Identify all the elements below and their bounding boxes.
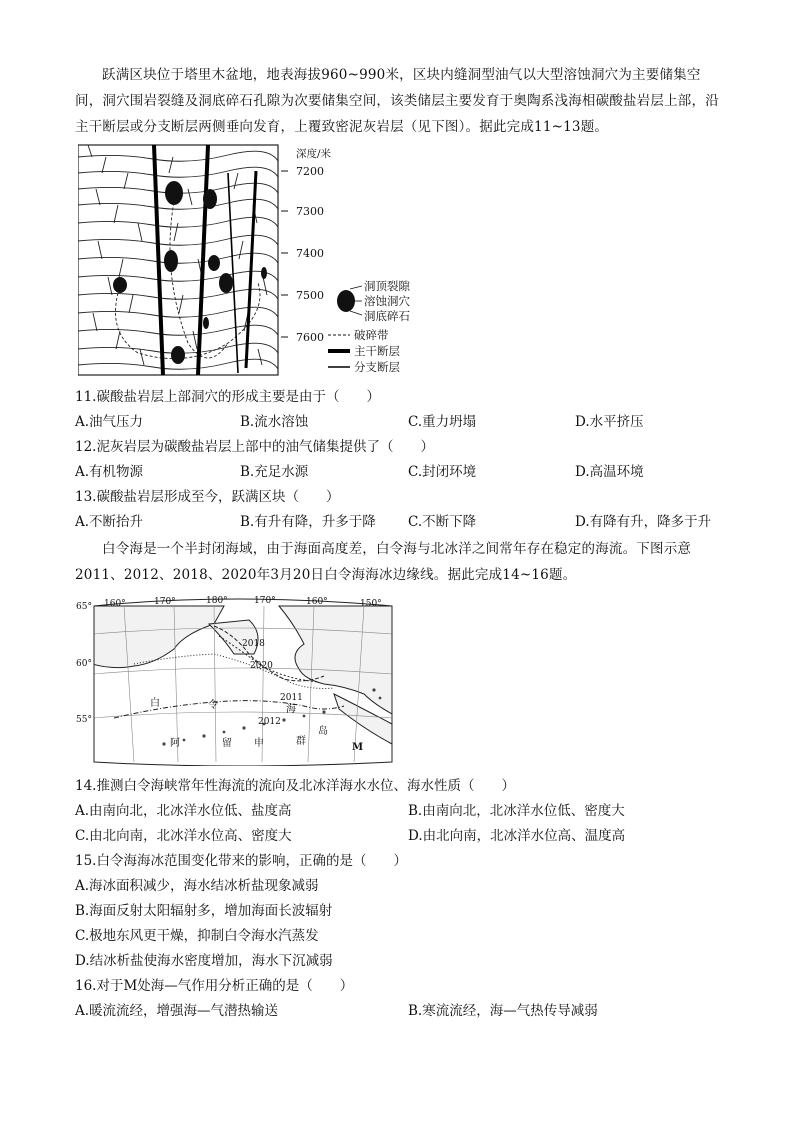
- lon-label-170w: 170°: [154, 597, 176, 607]
- map-char-hai: 海: [286, 704, 296, 715]
- q13-option-a: A.不断抬升: [75, 514, 144, 530]
- q13-option-d: D.有降有升，降多于升: [575, 514, 712, 530]
- lon-label-180: 180°: [206, 596, 228, 606]
- map-char-a: 阿: [170, 738, 180, 749]
- intro-paragraph-1: 跃满区块位于塔里木盆地，地表海拔960~990米，区块内缝洞型油气以大型溶蚀洞穴为主要储集空间，洞穴围岩裂缝及洞底碎石孔隙为次要储集空间，该类储层主要发育于奥陶系浅海相碳酸盐岩层上部，沿主干断层或分支断层两侧垂向发育，上覆致密泥灰岩层（见下图）。据此完成11~13题。: [75, 67, 719, 135]
- map-char-ling: 令: [208, 700, 218, 711]
- q12-option-d: D.高温环境: [575, 464, 644, 480]
- lon-label-160e: 160°: [306, 597, 328, 607]
- depth-tick-7400: 7400: [296, 247, 324, 260]
- ice-edge-label-2018: 2018: [242, 639, 265, 649]
- question-15-stem: 15.白令海海冰范围变化带来的影响，正确的是（ ）: [75, 853, 407, 869]
- lat-label-55: 55°: [76, 715, 92, 725]
- q14-option-c: C.由北向南，北冰洋水位高、密度大: [75, 828, 292, 844]
- q11-option-d: D.水平挤压: [575, 414, 644, 430]
- q12-option-b: B.充足水源: [240, 464, 309, 480]
- depth-tick-7300: 7300: [296, 205, 324, 218]
- depth-tick-7500: 7500: [296, 289, 324, 302]
- depth-tick-7200: 7200: [296, 165, 324, 178]
- depth-axis-label: 深度/米: [296, 148, 332, 160]
- map-char-bai: 白: [150, 698, 160, 709]
- geology-cross-section-figure: [78, 143, 418, 379]
- lon-label-150e: 150°: [360, 599, 382, 609]
- q15-option-d: D.结冰析盐使海水密度增加，海水下沉减弱: [75, 953, 333, 969]
- ice-edge-label-2012: 2012: [258, 717, 281, 727]
- lat-label-60: 60°: [76, 659, 92, 669]
- map-char-dao: 岛: [318, 726, 328, 737]
- q11-option-b: B.流水溶蚀: [240, 414, 309, 430]
- map-char-qun: 群: [296, 736, 306, 747]
- question-11-stem: 11.碳酸盐岩层上部洞穴的形成主要是由于（ ）: [75, 389, 380, 405]
- q13-option-b: B.有升有降，升多于降: [240, 514, 376, 530]
- map-char-liu: 留: [222, 738, 232, 749]
- depth-tick-7600: 7600: [296, 331, 324, 344]
- ice-edge-label-2020: 2020: [250, 661, 273, 671]
- question-12-stem: 12.泥灰岩层为碳酸盐岩层上部中的油气储集提供了（ ）: [75, 439, 434, 455]
- legend-fracture-zone: 破碎带: [354, 328, 389, 342]
- cave-symbol-icon: [337, 290, 355, 312]
- q15-option-b: B.海面反射太阳辐射多，增加海面长波辐射: [75, 903, 333, 919]
- lat-label-65: 65°: [76, 602, 92, 612]
- q13-option-c: C.不断下降: [408, 514, 477, 530]
- legend-main-fault: 主干断层: [354, 344, 400, 358]
- map-char-shen: 申: [254, 738, 264, 749]
- bering-sea-map-figure: [74, 594, 394, 766]
- lon-label-160w-left: 160°: [104, 599, 126, 609]
- legend-dissolution-cave: 溶蚀洞穴: [364, 294, 410, 308]
- legend-cave-bottom-rubble: 洞底碎石: [364, 309, 410, 323]
- q14-option-d: D.由北向南，北冰洋水位高、温度高: [408, 828, 626, 844]
- q15-option-a: A.海冰面积减少，海水结冰析盐现象减弱: [75, 878, 319, 894]
- legend-branch-fault: 分支断层: [354, 360, 400, 374]
- q16-option-a: A.暖流流经，增强海—气潜热输送: [75, 1003, 279, 1019]
- q12-option-c: C.封闭环境: [408, 464, 477, 480]
- question-13-stem: 13.碳酸盐岩层形成至今，跃满区块（ ）: [75, 489, 340, 505]
- ice-edge-label-2011: 2011: [280, 693, 303, 703]
- map-point-m-label: M: [352, 742, 364, 753]
- legend-cave-top-fissure: 洞顶裂隙: [364, 279, 410, 293]
- intro-paragraph-2: 白令海是一个半封闭海域，由于海面高度差，白令海与北冰洋之间常年存在稳定的海流。下图示意2011、2012、2018、2020年3月20日白令海海冰边缘线。据此完成14~16题。: [75, 541, 692, 583]
- q16-option-b: B.寒流流经，海—气热传导减弱: [408, 1003, 598, 1019]
- q11-option-a: A.油气压力: [75, 414, 144, 430]
- q14-option-a: A.由南向北，北冰洋水位低、盐度高: [75, 803, 292, 819]
- q15-option-c: C.极地东风更干燥，抑制白令海水汽蒸发: [75, 928, 319, 944]
- q14-option-b: B.由南向北，北冰洋水位低、密度大: [408, 803, 625, 819]
- q12-option-a: A.有机物源: [75, 464, 144, 480]
- q11-option-c: C.重力坍塌: [408, 414, 477, 430]
- question-14-stem: 14.推测白令海峡常年性海流的流向及北冰洋海水水位、海水性质（ ）: [75, 778, 515, 794]
- lon-label-170e: 170°: [254, 596, 276, 606]
- legend: [328, 279, 410, 374]
- question-16-stem: 16.对于M处海—气作用分析正确的是（ ）: [75, 978, 354, 994]
